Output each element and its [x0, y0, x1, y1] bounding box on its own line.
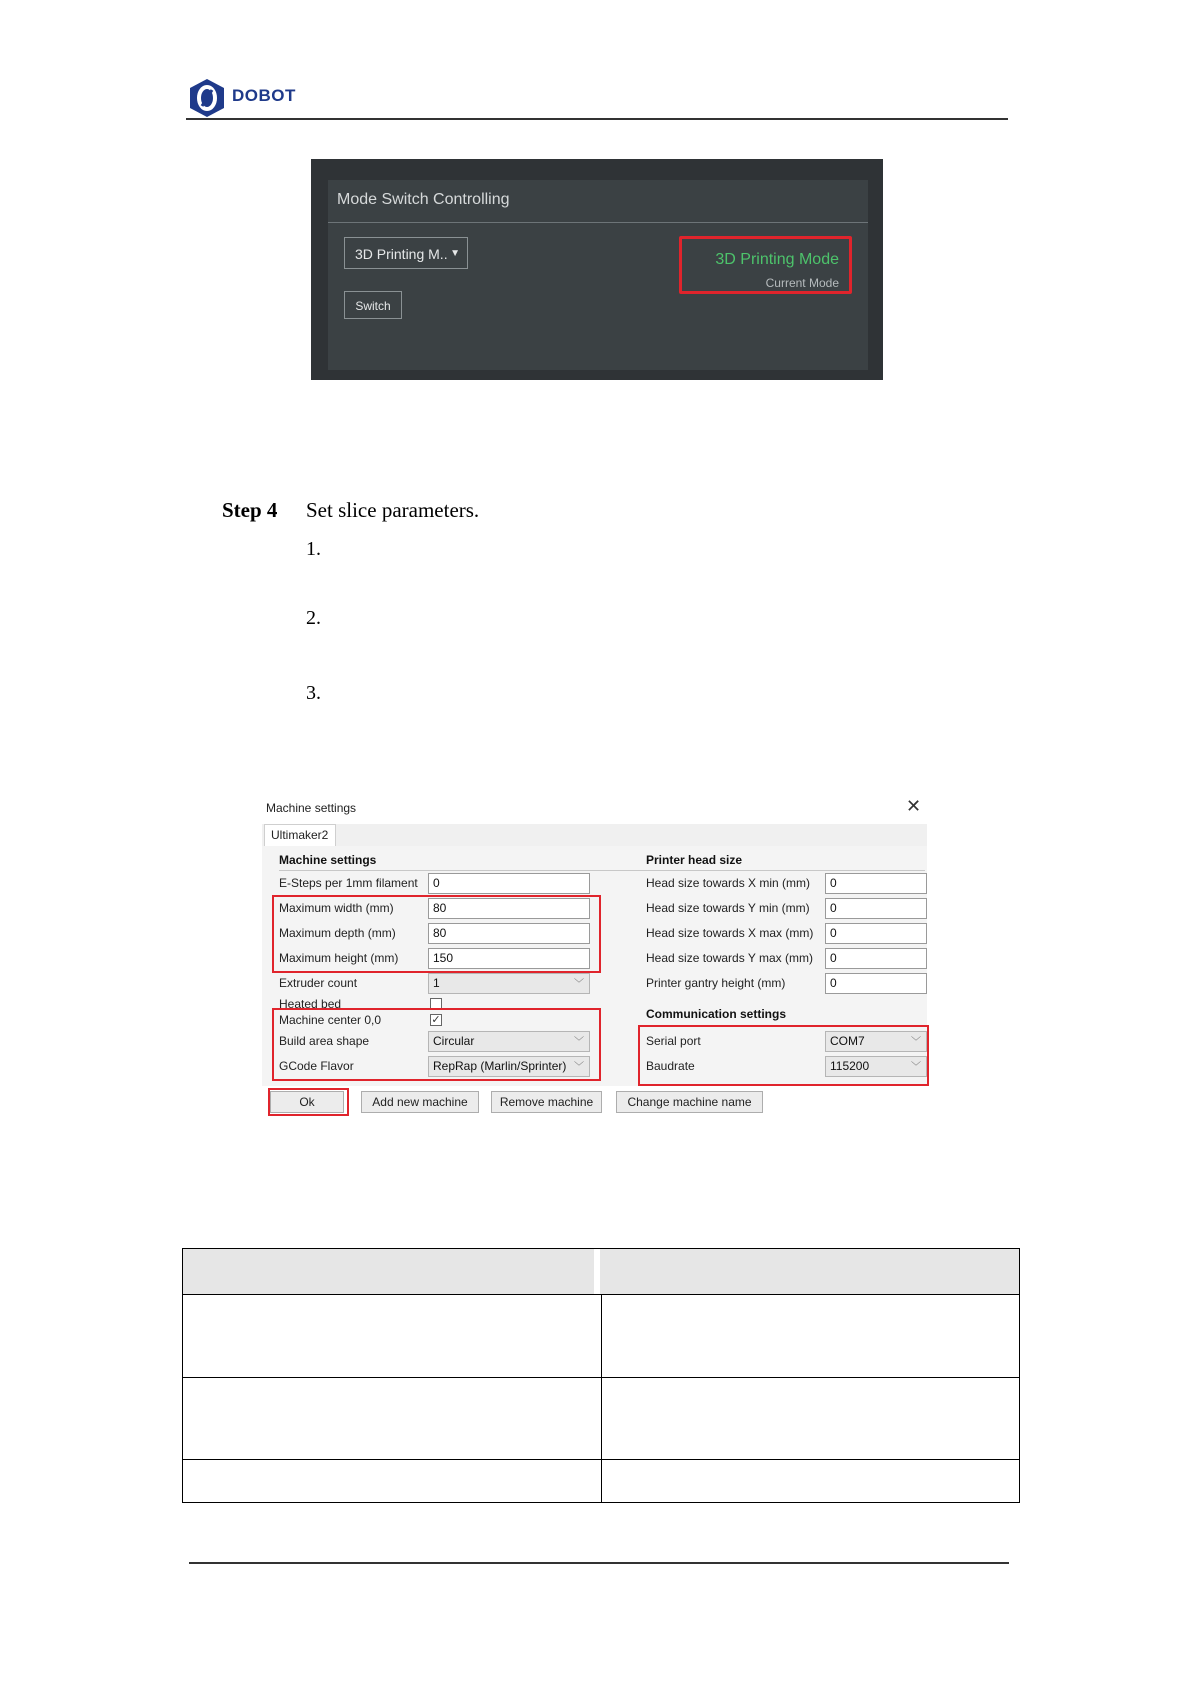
step-item-number: 1.	[306, 538, 321, 560]
mode-switch-divider	[328, 222, 868, 223]
brand-name: DOBOT	[232, 86, 296, 105]
max-width-label: Maximum width (mm)	[279, 901, 394, 915]
head-ymin-label: Head size towards Y min (mm)	[646, 901, 810, 915]
machine-settings-dialog	[262, 796, 930, 1122]
gantry-height-input[interactable]: 0	[825, 973, 927, 994]
checkmark-icon: ✓	[431, 1014, 441, 1026]
dialog-footer	[262, 1086, 927, 1122]
tab-bar	[262, 824, 927, 847]
dimension-highlight	[272, 895, 601, 973]
footer-rule	[189, 1562, 1009, 1564]
chevron-down-icon: ﹀	[574, 1062, 584, 1073]
head-ymax-input[interactable]: 0	[825, 948, 927, 969]
max-height-label: Maximum height (mm)	[279, 951, 399, 965]
close-icon[interactable]: ✕	[906, 796, 922, 816]
chevron-down-icon: ﹀	[911, 1062, 921, 1073]
parameter-table	[182, 1248, 1020, 1503]
gantry-height-label: Printer gantry height (mm)	[646, 976, 786, 990]
table-row-divider	[183, 1377, 1019, 1378]
ok-highlight	[268, 1088, 349, 1116]
machine-center-label: Machine center 0,0	[279, 1013, 382, 1027]
build-area-shape-value: Circular	[433, 1034, 475, 1048]
extruder-count-label: Extruder count	[279, 976, 358, 990]
tab-ultimaker2[interactable]: Ultimaker2	[264, 824, 336, 846]
table-header-row	[183, 1249, 1019, 1295]
current-mode-name: 3D Printing Mode	[715, 251, 839, 268]
head-xmin-label: Head size towards X min (mm)	[646, 876, 811, 890]
head-ymax-label: Head size towards Y max (mm)	[646, 951, 813, 965]
esteps-label: E-Steps per 1mm filament	[279, 876, 418, 890]
head-ymin-input[interactable]: 0	[825, 898, 927, 919]
dialog-body	[262, 846, 927, 1086]
mode-select-value: 3D Printing M..	[355, 246, 448, 262]
section-divider	[646, 870, 925, 871]
header-rule	[186, 118, 1008, 120]
serial-port-value: COM7	[830, 1034, 865, 1048]
baudrate-label: Baudrate	[646, 1059, 695, 1073]
max-width-input[interactable]: 80	[428, 898, 590, 919]
printer-head-size-heading: Printer head size	[646, 853, 743, 867]
max-depth-input[interactable]: 80	[428, 923, 590, 944]
communication-settings-heading: Communication settings	[646, 1007, 787, 1021]
chevron-down-icon: ﹀	[574, 979, 584, 990]
head-xmax-label: Head size towards X max (mm)	[646, 926, 814, 940]
gcode-flavor-value: RepRap (Marlin/Sprinter)	[433, 1059, 567, 1073]
table-header-gap	[594, 1249, 600, 1294]
dropdown-arrow-icon: ▼	[450, 248, 460, 259]
current-mode-caption: Current Mode	[765, 276, 839, 290]
chevron-down-icon: ﹀	[574, 1037, 584, 1048]
mode-switch-title: Mode Switch Controlling	[337, 191, 510, 208]
change-machine-name-button[interactable]: Change machine name	[616, 1091, 763, 1113]
dialog-title: Machine settings	[266, 801, 357, 815]
communication-highlight	[638, 1025, 929, 1086]
extruder-count-value: 1	[433, 976, 440, 990]
add-machine-button[interactable]: Add new machine	[361, 1091, 479, 1113]
extruder-count-select[interactable]	[428, 973, 590, 994]
ok-button[interactable]: Ok	[270, 1091, 344, 1113]
chevron-down-icon: ﹀	[911, 1037, 921, 1048]
head-xmax-input[interactable]: 0	[825, 923, 927, 944]
switch-button[interactable]: Switch	[344, 291, 402, 319]
machine-settings-heading: Machine settings	[279, 853, 377, 867]
heated-bed-label: Heated bed	[279, 997, 342, 1011]
build-area-shape-label: Build area shape	[279, 1034, 370, 1048]
baudrate-value: 115200	[830, 1059, 870, 1073]
current-mode-highlight	[679, 236, 852, 294]
remove-machine-button[interactable]: Remove machine	[491, 1091, 602, 1113]
max-height-input[interactable]: 150	[428, 948, 590, 969]
mode-select-dropdown[interactable]	[344, 237, 468, 269]
mode-switch-panel	[311, 159, 883, 380]
head-xmin-input[interactable]: 0	[825, 873, 927, 894]
esteps-input[interactable]: 0	[428, 873, 590, 894]
serial-port-label: Serial port	[646, 1034, 701, 1048]
table-column-divider	[601, 1294, 602, 1502]
step-item-number: 3.	[306, 682, 321, 704]
gcode-flavor-label: GCode Flavor	[279, 1059, 354, 1073]
mode-switch-inner	[328, 180, 868, 370]
step-item-number: 2.	[306, 607, 321, 629]
step-label: Step 4	[222, 498, 278, 522]
step-text: Set slice parameters.	[306, 498, 480, 522]
table-row-divider	[183, 1459, 1019, 1460]
max-depth-label: Maximum depth (mm)	[279, 926, 396, 940]
shape-highlight	[272, 1008, 601, 1081]
dobot-logo-icon	[188, 78, 226, 118]
